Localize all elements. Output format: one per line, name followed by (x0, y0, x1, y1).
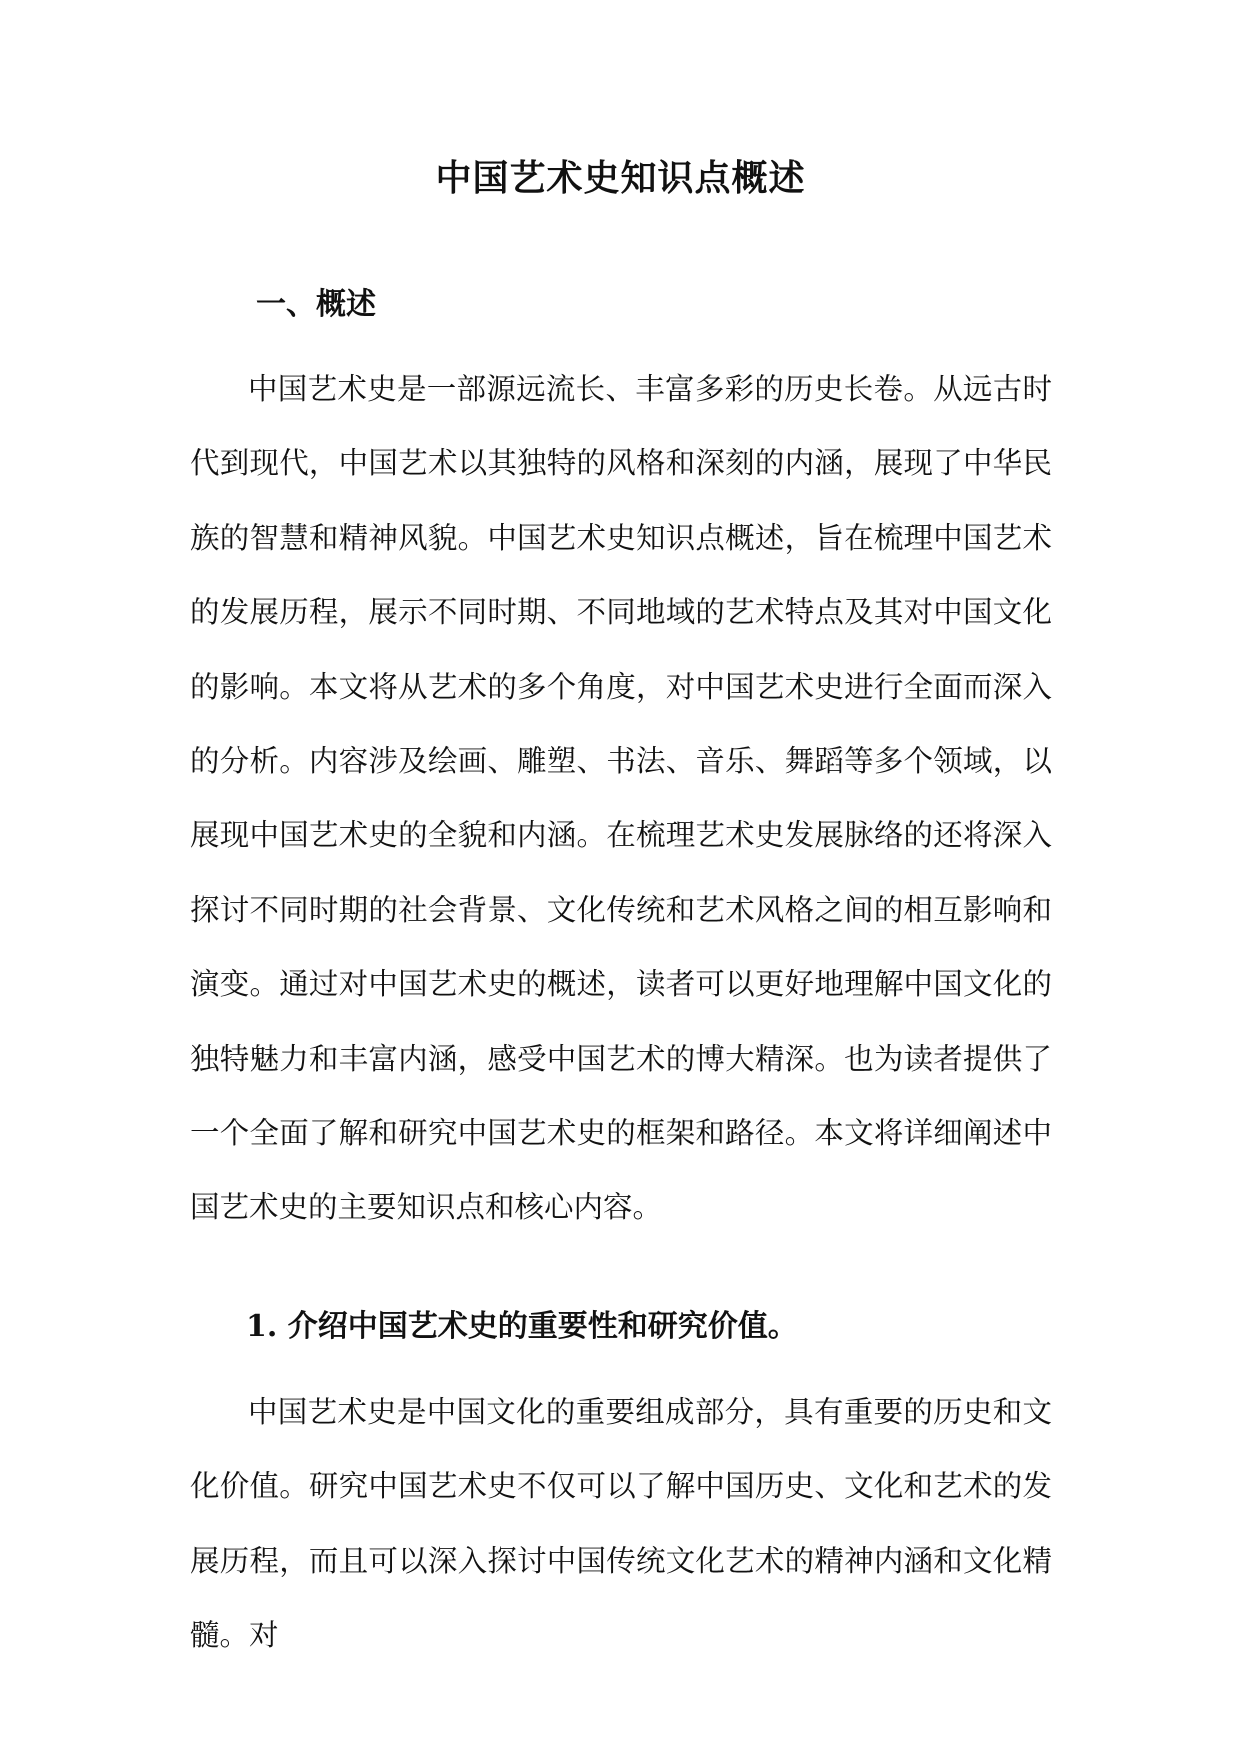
document-title: 中国艺术史知识点概述 (435, 157, 806, 199)
section-heading-overview: 一、概述 (256, 287, 376, 322)
importance-paragraph: 中国艺术史是中国文化的重要组成部分，具有重要的历史和文化价值。研究中国艺术史不仅可以了解中国历史、文化和艺术的发展历程，而且可以深入探讨中国传统文化艺术的精神内涵和文化精髓。对 (190, 1395, 1052, 1653)
section-heading-importance: 1. 介绍中国艺术史的重要性和研究价值。 (246, 1309, 798, 1344)
overview-paragraph: 中国艺术史是一部源远流长、丰富多彩的历史长卷。从远古时代到现代，中国艺术以其独特的风格和深刻的内涵，展现了中华民族的智慧和精神风貌。中国艺术史知识点概述，旨在梳理中国艺术的发展历程，展示不同时期、不同地域的艺术特点及其对中国文化的影响。本文将从艺术的多个角度，对中国艺术史进行全面而深入的分析。内容涉及绘画、雕塑、书法、音乐、舞蹈等多个领域，以展现中国艺术史的全貌和内涵。在梳理艺术史发展脉络的还将深入探讨不同时期的社会背景、文化传统和艺术风格之间的相互影响和演变。通过对中国艺术史的概述，读者可以更好地理解中国文化的独特魅力和丰富内涵，感受中国艺术的博大精深。也为读者提供了一个全面了解和研究中国艺术史的框架和路径。本文将详细阐述中国艺术史的主要知识点和核心内容。 (190, 372, 1052, 1225)
